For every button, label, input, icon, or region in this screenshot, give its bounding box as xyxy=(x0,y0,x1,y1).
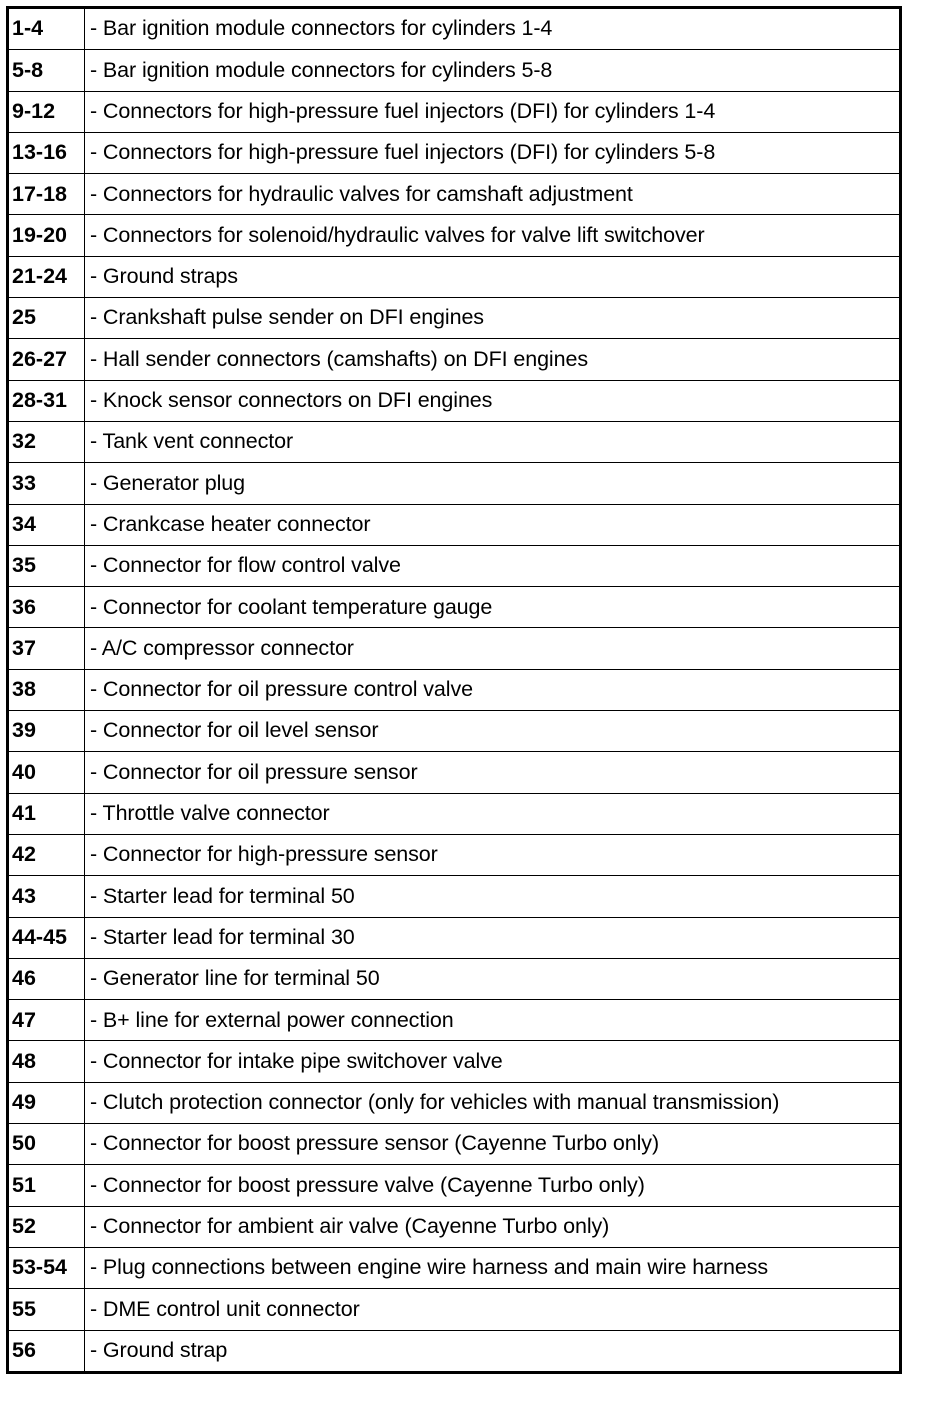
legend-row xyxy=(8,628,901,669)
connector-description: - Tank vent connector xyxy=(85,421,901,462)
connector-description: - Connector for oil level sensor xyxy=(85,711,901,752)
connector-description: - Ground straps xyxy=(85,256,901,297)
connector-description: - Connector for intake pipe switchover valve xyxy=(85,1041,901,1082)
connector-description: - Connector for oil pressure sensor xyxy=(85,752,901,793)
legend-row xyxy=(8,463,901,504)
connector-number: 56 xyxy=(8,1330,85,1372)
connector-description: - Throttle valve connector xyxy=(85,793,901,834)
connector-number: 33 xyxy=(8,463,85,504)
legend-row xyxy=(8,1247,901,1288)
connector-number: 9-12 xyxy=(8,91,85,132)
legend-row xyxy=(8,917,901,958)
connector-description: - Connector for boost pressure sensor (Cayenne Turbo only) xyxy=(85,1124,901,1165)
connector-number: 49 xyxy=(8,1082,85,1123)
connector-number: 1-4 xyxy=(8,8,85,50)
connector-number: 32 xyxy=(8,421,85,462)
legend-row xyxy=(8,504,901,545)
connector-number: 19-20 xyxy=(8,215,85,256)
connector-number: 34 xyxy=(8,504,85,545)
connector-description: - Crankshaft pulse sender on DFI engines xyxy=(85,298,901,339)
connector-description: - Connector for flow control valve xyxy=(85,545,901,586)
legend-row xyxy=(8,1082,901,1123)
connector-number: 13-16 xyxy=(8,132,85,173)
connector-number: 37 xyxy=(8,628,85,669)
connector-number: 39 xyxy=(8,711,85,752)
legend-row xyxy=(8,1000,901,1041)
legend-row xyxy=(8,380,901,421)
connector-description: - Plug connections between engine wire harness and main wire harness xyxy=(85,1247,901,1288)
legend-row xyxy=(8,1289,901,1330)
connector-number: 51 xyxy=(8,1165,85,1206)
connector-number: 25 xyxy=(8,298,85,339)
legend-row xyxy=(8,215,901,256)
connector-description: - Generator plug xyxy=(85,463,901,504)
connector-number: 35 xyxy=(8,545,85,586)
connector-number: 53-54 xyxy=(8,1247,85,1288)
connector-description: - Connectors for high-pressure fuel injectors (DFI) for cylinders 1-4 xyxy=(85,91,901,132)
connector-number: 38 xyxy=(8,669,85,710)
connector-description: - Connector for boost pressure valve (Cayenne Turbo only) xyxy=(85,1165,901,1206)
connector-number: 48 xyxy=(8,1041,85,1082)
legend-row xyxy=(8,1206,901,1247)
connector-description: - Connectors for solenoid/hydraulic valves for valve lift switchover xyxy=(85,215,901,256)
connector-number: 50 xyxy=(8,1124,85,1165)
connector-number: 47 xyxy=(8,1000,85,1041)
connector-description: - Connector for high-pressure sensor xyxy=(85,834,901,875)
legend-row xyxy=(8,8,901,50)
connector-description: - Connector for coolant temperature gauge xyxy=(85,587,901,628)
connector-number: 43 xyxy=(8,876,85,917)
connector-number: 21-24 xyxy=(8,256,85,297)
connector-description: - Clutch protection connector (only for vehicles with manual transmission) xyxy=(85,1082,901,1123)
connector-number: 44-45 xyxy=(8,917,85,958)
connector-number: 55 xyxy=(8,1289,85,1330)
legend-row xyxy=(8,298,901,339)
legend-row xyxy=(8,793,901,834)
legend-row xyxy=(8,711,901,752)
legend-row xyxy=(8,752,901,793)
connector-description: - Bar ignition module connectors for cylinders 1-4 xyxy=(85,8,901,50)
connector-number: 36 xyxy=(8,587,85,628)
connector-description: - Hall sender connectors (camshafts) on DFI engines xyxy=(85,339,901,380)
legend-row xyxy=(8,1124,901,1165)
legend-row xyxy=(8,834,901,875)
connector-number: 26-27 xyxy=(8,339,85,380)
legend-row xyxy=(8,958,901,999)
connector-number: 40 xyxy=(8,752,85,793)
connector-description: - A/C compressor connector xyxy=(85,628,901,669)
connector-number: 46 xyxy=(8,958,85,999)
legend-row xyxy=(8,132,901,173)
connector-description: - Ground strap xyxy=(85,1330,901,1372)
legend-row xyxy=(8,545,901,586)
legend-row xyxy=(8,50,901,91)
connector-number: 5-8 xyxy=(8,50,85,91)
connector-description: - Knock sensor connectors on DFI engines xyxy=(85,380,901,421)
legend-row xyxy=(8,1041,901,1082)
connector-description: - Connectors for hydraulic valves for camshaft adjustment xyxy=(85,174,901,215)
connector-description: - Starter lead for terminal 50 xyxy=(85,876,901,917)
legend-row xyxy=(8,1165,901,1206)
connector-description: - Connectors for high-pressure fuel injectors (DFI) for cylinders 5-8 xyxy=(85,132,901,173)
connector-number: 17-18 xyxy=(8,174,85,215)
legend-row xyxy=(8,876,901,917)
legend-row xyxy=(8,1330,901,1372)
legend-row xyxy=(8,91,901,132)
connector-description: - Generator line for terminal 50 xyxy=(85,958,901,999)
legend-row xyxy=(8,421,901,462)
connector-number: 28-31 xyxy=(8,380,85,421)
connector-number: 41 xyxy=(8,793,85,834)
legend-body xyxy=(8,8,901,1373)
connector-description: - B+ line for external power connection xyxy=(85,1000,901,1041)
connector-description: - Bar ignition module connectors for cylinders 5-8 xyxy=(85,50,901,91)
connector-number: 52 xyxy=(8,1206,85,1247)
legend-row xyxy=(8,339,901,380)
connector-description: - Connector for oil pressure control valve xyxy=(85,669,901,710)
connector-legend-table xyxy=(6,6,902,1374)
connector-description: - DME control unit connector xyxy=(85,1289,901,1330)
legend-row xyxy=(8,174,901,215)
legend-row xyxy=(8,256,901,297)
connector-description: - Starter lead for terminal 30 xyxy=(85,917,901,958)
legend-row xyxy=(8,587,901,628)
legend-row xyxy=(8,669,901,710)
connector-description: - Connector for ambient air valve (Cayenne Turbo only) xyxy=(85,1206,901,1247)
connector-description: - Crankcase heater connector xyxy=(85,504,901,545)
connector-number: 42 xyxy=(8,834,85,875)
